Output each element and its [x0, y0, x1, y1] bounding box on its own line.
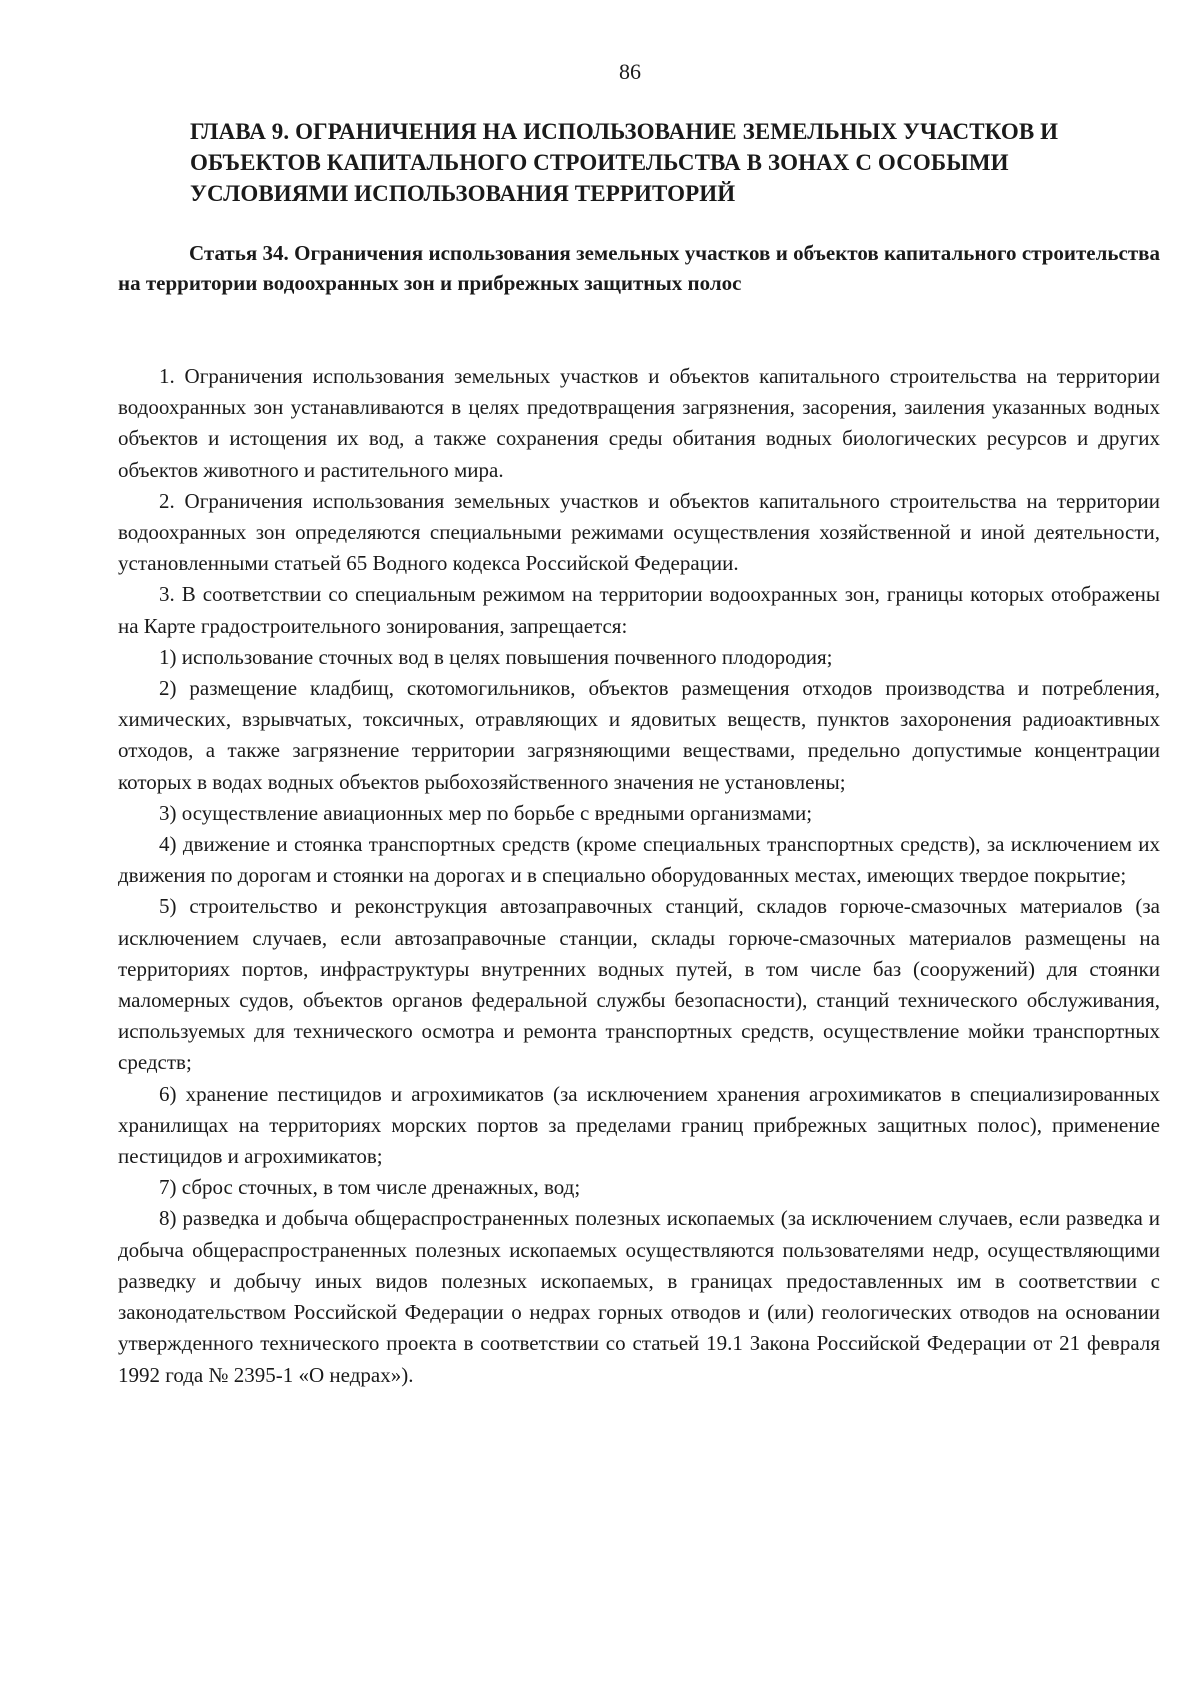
paragraph-2: 2. Ограничения использования земельных участков и объектов капитального строительства на территории водоохранных зон определяются специальными режимами осуществления хозяйственной и иной деятельности, установленными статьей 65 Водного кодекса Российской Федерации. — [118, 488, 1160, 576]
list-item-8: 8) разведка и добыча общераспространенных полезных ископаемых (за исключением случаев, если разведка и добыча общераспространенных полезных ископаемых осуществляются пользователями недр, осуществляющими разведку и добычу иных видов полезных ископаемых, в границах предоставленных им в соответствии с законодательством Российской Федерации о недрах горных отводов и (или) геологических отводов на основании утвержденного технического проекта в соответствии со статьей 19.1 Закона Российской Федерации от 21 февраля 1992 года № 2395-1 «О недрах»). — [118, 1206, 1160, 1387]
paragraph-3: 3. В соответствии со специальным режимом на территории водоохранных зон, границы которых отображены на Карте градостроительного зонирования, запрещается: — [118, 582, 1160, 638]
list-item-4: 4) движение и стоянка транспортных средств (кроме специальных транспортных средств), за исключением их движения по дорогам и стоянки на дорогах и в специально оборудованных местах, имеющих твердое покрытие; — [118, 832, 1160, 888]
list-item-3: 3) осуществление авиационных мер по борьбе с вредными организмами; — [159, 800, 813, 825]
list-item-2: 2) размещение кладбищ, скотомогильников, объектов размещения отходов производства и потребления, химических, взрывчатых, токсичных, отравляющих и ядовитых веществ, пунктов захоронения радиоактивных отходов, а также загрязнение территории загрязняющими веществами, предельно допустимые концентрации которых в водах водных объектов рыбохозяйственного значения не установлены; — [118, 676, 1160, 794]
list-item-5: 5) строительство и реконструкция автозаправочных станций, складов горюче-смазочных материалов (за исключением случаев, если автозаправочные станции, склады горюче-смазочных материалов размещены на территориях портов, инфраструктуры внутренних водных путей, в том числе баз (сооружений) для стоянки маломерных судов, объектов органов федеральной службы безопасности), станций технического обслуживания, используемых для технического осмотра и ремонта транспортных средств, осуществление мойки транспортных средств; — [118, 894, 1160, 1075]
list-item-6: 6) хранение пестицидов и агрохимикатов (за исключением хранения агрохимикатов в специализированных хранилищах на территориях морских портов за пределами границ прибрежных защитных полос), применение пестицидов и агрохимикатов; — [118, 1081, 1160, 1169]
list-item-7: 7) сброс сточных, в том числе дренажных, вод; — [159, 1175, 581, 1200]
chapter-title: ГЛАВА 9. ОГРАНИЧЕНИЯ НА ИСПОЛЬЗОВАНИЕ ЗЕМЕЛЬНЫХ УЧАСТКОВ И ОБЪЕКТОВ КАПИТАЛЬНОГО СТРОИТЕЛЬСТВА В ЗОНАХ С ОСОБЫМИ УСЛОВИЯМИ ИСПОЛЬЗОВАНИЯ ТЕРРИТОРИЙ — [190, 119, 1059, 206]
list-item-1: 1) использование сточных вод в целях повышения почвенного плодородия; — [159, 644, 833, 669]
paragraph-1: 1. Ограничения использования земельных участков и объектов капитального строительства на территории водоохранных зон устанавливаются в целях предотвращения загрязнения, засорения, заиления указанных водных объектов и истощения их вод, а также сохранения среды обитания водных биологических ресурсов и других объектов животного и растительного мира. — [118, 364, 1160, 482]
page-number: 86 — [619, 59, 641, 84]
article-title: Статья 34. Ограничения использования земельных участков и объектов капитального строительства на территории водоохранных зон и прибрежных защитных полос — [118, 241, 1160, 295]
article-body — [118, 361, 1160, 1391]
